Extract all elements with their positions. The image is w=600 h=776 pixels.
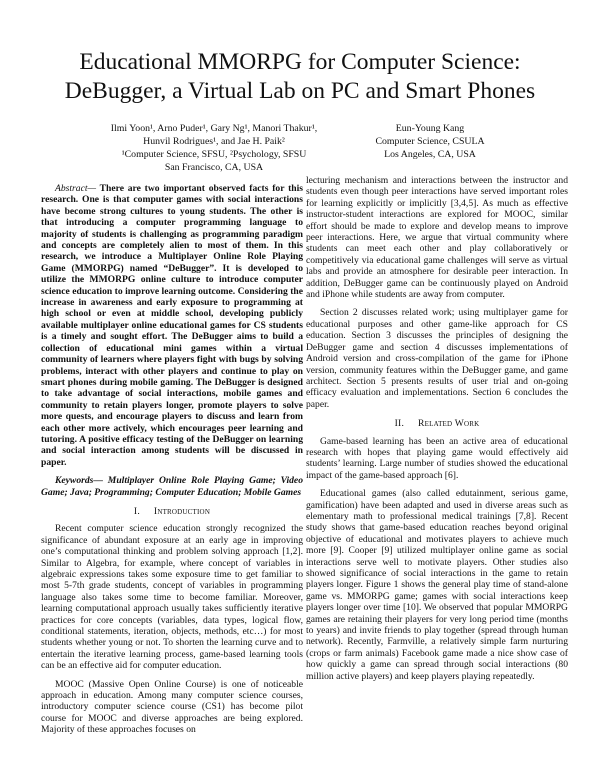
author-name-kang: Eun-Young Kang bbox=[395, 123, 465, 134]
keywords-lead: Keywords— bbox=[55, 475, 103, 487]
author-names-2: Hunvil Rodrigues¹, and Jae H. Paik² bbox=[143, 136, 285, 147]
left-column bbox=[41, 183, 303, 743]
section-title: Introduction bbox=[153, 505, 211, 517]
related-paragraph-1: Game-based learning has been an active area of educational research with hopes that playing game would effectively aid students’ learning. Large number of studies showed the educational impact of the game-based approach [6]. bbox=[306, 435, 568, 481]
section-number: I. bbox=[133, 505, 140, 517]
abstract-text: There are two important observed facts for this research. One is that computer games with social interactions have become strong cultures to young students. The other is that introducing a computer programming language to majority of students is challenging as programming paradigm and concepts are completely alien to most of them. In this research, we introduce a Multiplayer Online Role Playing Game (MMORPG) named “DeBugger”. It is developed to utilize the MMORPG online culture to introduce computer science education to improve learning outcome. Considering the increase in awareness and early exposure to programming at high school or even at middle school, developing publicly available multiplayer online educational games for CS students is a timely and sought effort. The DeBugger aims to build a collection of educational mini games within a virtual community of learners where players fight with bugs by solving problems, interact with other players and continue to play on smart phones during mobile gaming. The DeBugger is designed to take advantage of social interactions, mobile games and community to retain players longer, promote players to solve more quests, and encourage players to discuss and learn from each other more actively, which encourages peer learning and tutoring. A positive efficacy testing of the DeBugger on learning and social interaction among students will be discussed in paper. bbox=[41, 183, 303, 468]
intro-paragraph-3: lecturing mechanism and interactions between the instructor and students even though peer interactions have served important roles for learning explicitly or implicitly [3,4,5]. As much as effective instructor-student interactions are explored for MOOC, similar effort should be made to explore and develop means to improve peer interactions. Here, we argue that virtual community where students can meet each other and play collaboratively or competitively via educational game challenges will serve as virtual labs and provide an atmosphere for desirable peer interaction. In addition, DeBugger game can be continuously played on Android and iPhone while students are away from computer. bbox=[306, 175, 568, 301]
right-column bbox=[306, 175, 568, 689]
author-block-left bbox=[96, 122, 332, 174]
author-names-1: Ilmi Yoon¹, Arno Puder¹, Gary Ng¹, Manori Thakur¹, bbox=[110, 123, 318, 134]
author-location: San Francisco, CA, USA bbox=[164, 162, 264, 173]
intro-paragraph-2: MOOC (Massive Open Online Course) is one of noticeable approach in education. Among many computer science courses, introductory computer science course (CS1) has become pilot course for MOOC and diverse approaches are being explored. Majority of these approaches focuses on bbox=[41, 678, 303, 736]
author-affiliation-csula: Computer Science, CSULA bbox=[375, 136, 485, 147]
abstract-lead: Abstract— bbox=[55, 183, 97, 194]
author-affiliation: ¹Computer Science, SFSU, ²Psychology, SFSU bbox=[121, 149, 307, 160]
paper-title bbox=[40, 48, 560, 106]
section-title: Related Work bbox=[418, 418, 480, 430]
title-line-2: DeBugger, a Virtual Lab on PC and Smart Phones bbox=[64, 78, 536, 104]
intro-paragraph-4: Section 2 discusses related work; using multiplayer game for educational purposes and other game-like approach for CS education. Section 3 discusses the principles of designing the DeBugger game and section 4 discusses implementations of Android version and cross-compilation of the game for iPhone version, community features within the DeBugger game, and game architect. Section 5 presents results of user trial and on-going efficacy evaluation and implementations. Section 6 concludes the paper. bbox=[306, 307, 568, 410]
intro-paragraph-1: Recent computer science education strongly recognized the significance of abundant exposure at an early age in improving one’s computational thinking and problem solving approach [1,2]. Similar to Algebra, for example, where concept of variables in algebraic expressions takes some exposure time to get familiar to most 5-7th grade students, concept of variables in programming language also takes some time to become familiar. Moreover, learning computational approach usually takes sufficiently iterative practices for core concepts (variables, data types, logical flow, conditional statements, iteration, objects, methods, etc…) for most students whether young or not. To shorten the learning curve and to entertain the iterative learning process, game-based learning tools can be an effective aid for computer education. bbox=[41, 523, 303, 672]
section-heading-related-work bbox=[306, 418, 568, 429]
section-number: II. bbox=[394, 418, 405, 430]
author-location-la: Los Angeles, CA, USA bbox=[384, 149, 476, 160]
title-line-1: Educational MMORPG for Computer Science: bbox=[79, 49, 521, 75]
keywords bbox=[41, 475, 303, 498]
related-paragraph-2: Educational games (also called edutainment, serious game, gamification) have been adapted and used in diverse areas such as elementary math to professional medical trainings [7,8]. Recent study shows that game-based education reaches beyond original objective of educational and motivates players to achieve much more [9]. Cooper [9] utilized multiplayer online game as social interactions serve well to motivate players. Other studies also showed significance of social interactions in the game to retain players longer. Figure 1 shows the general play time of stand-alone game vs. MMORPG game; games with social interactions keep players longer over time [10]. We observed that popular MMORPG games are retaining their players for very long period time (months to years) and invite friends to play together (spread through human network). Recently, Farmville, a relatively simple farm nurturing (crops or farm animals) Facebook game made a nice show case of how quickly a game can spread through social interactions (80 million active players) and keep players playing repeatedly. bbox=[306, 488, 568, 682]
abstract bbox=[41, 183, 303, 468]
section-heading-introduction bbox=[41, 506, 303, 517]
author-block-right bbox=[350, 122, 510, 161]
keywords-text: Multiplayer Online Role Playing Game; Video Game; Java; Programming; Computer Education; Mobile Games bbox=[41, 475, 303, 498]
